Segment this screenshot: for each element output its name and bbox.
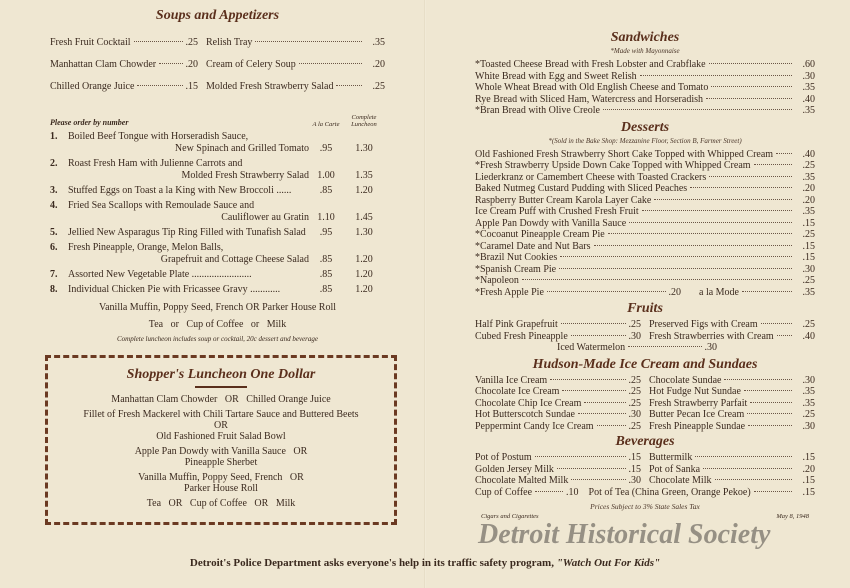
dot-leader bbox=[750, 402, 792, 403]
menu-item bbox=[206, 37, 385, 49]
luncheon-section bbox=[50, 114, 385, 344]
item-price: .10 bbox=[566, 486, 579, 498]
item-description: Assorted New Vegetable Plate ........................ bbox=[68, 269, 252, 280]
item-line bbox=[50, 227, 385, 239]
menu-item bbox=[475, 218, 815, 230]
item-name: Pot of Sanka bbox=[649, 463, 701, 475]
item-description: Individual Chicken Pie with Fricassee Gravy ............ bbox=[68, 284, 281, 295]
item-name: *Spanish Cream Pie bbox=[475, 263, 557, 275]
a-la-carte-header: A la Carte bbox=[312, 121, 340, 128]
item-name: Chocolate Sundae bbox=[649, 374, 722, 386]
dot-leader bbox=[695, 456, 792, 457]
dot-leader bbox=[628, 346, 701, 347]
item-name: Fresh Strawberry Parfait bbox=[649, 397, 748, 409]
item-price: .30 bbox=[802, 70, 815, 82]
item-number: 4. bbox=[50, 200, 58, 211]
item-name: Liederkranz or Camembert Cheese with Toasted Crackers bbox=[475, 171, 707, 183]
menu-item bbox=[475, 464, 641, 476]
dot-leader bbox=[690, 187, 792, 188]
menu-item bbox=[475, 487, 815, 499]
item-price: .25 bbox=[185, 37, 198, 49]
item-line bbox=[50, 158, 385, 170]
item-name: Hot Fudge Nut Sundae bbox=[649, 386, 741, 397]
item-name: Cubed Fresh Pineapple bbox=[475, 330, 568, 342]
item-name: Fresh Fruit Cocktail bbox=[50, 37, 131, 49]
shopper-line: Old Fashioned Fruit Salad Bowl bbox=[156, 431, 286, 442]
item-line bbox=[50, 242, 385, 254]
luncheon-item bbox=[50, 131, 385, 155]
dot-leader bbox=[159, 63, 182, 64]
dot-leader bbox=[754, 164, 792, 165]
shopper-line: Tea OR Cup of Coffee OR Milk bbox=[146, 498, 296, 509]
a-la-carte-price: 1.00 bbox=[317, 170, 335, 181]
menu-item bbox=[649, 319, 815, 331]
luncheon-item bbox=[50, 242, 385, 266]
menu-item bbox=[475, 452, 641, 464]
dot-leader bbox=[742, 291, 792, 292]
item-price: .15 bbox=[628, 463, 641, 475]
desserts-title: Desserts bbox=[620, 119, 670, 135]
luncheon-item bbox=[50, 227, 385, 239]
item-price: .25 bbox=[628, 374, 641, 386]
item-name: Half Pink Grapefruit bbox=[475, 319, 558, 330]
item-price: .40 bbox=[802, 93, 815, 105]
item-price: .25 bbox=[372, 81, 385, 93]
item-price: .25 bbox=[802, 229, 815, 240]
item-price: .15 bbox=[802, 240, 815, 252]
item-line bbox=[50, 131, 385, 143]
item-name: *Cocoanut Pineapple Cream Pie bbox=[475, 229, 605, 240]
item-line bbox=[50, 200, 385, 212]
item-price: .15 bbox=[628, 452, 641, 463]
item-name: Chocolate Ice Cream bbox=[475, 386, 560, 397]
item-price: .35 bbox=[802, 397, 815, 409]
item-price: .15 bbox=[802, 475, 815, 486]
menu-item bbox=[475, 229, 815, 241]
item-name: Ice Cream Puff with Crushed Fresh Fruit bbox=[475, 206, 639, 217]
luncheon-note: Complete luncheon includes soup or cocktail, 20c dessert and beverage bbox=[116, 335, 318, 343]
item-price: .25 bbox=[628, 420, 641, 432]
item-price: .30 bbox=[802, 263, 815, 275]
menu-item bbox=[475, 160, 815, 172]
item-description: Grapefruit and Cottage Cheese Salad bbox=[160, 254, 309, 265]
a-la-carte-price: .85 bbox=[319, 269, 333, 280]
item-price: .30 bbox=[802, 420, 815, 432]
item-description: Roast Fresh Ham with Julienne Carrots and bbox=[68, 158, 243, 169]
item-price: .15 bbox=[185, 81, 198, 93]
complete-price: 1.30 bbox=[355, 227, 373, 238]
dot-leader bbox=[562, 390, 625, 391]
dot-leader bbox=[640, 75, 792, 76]
item-number: 3. bbox=[50, 185, 58, 196]
dot-leader bbox=[642, 210, 792, 211]
a-la-carte-price: .85 bbox=[319, 284, 333, 295]
menu-item bbox=[50, 59, 198, 71]
item-line bbox=[50, 284, 385, 296]
luncheon-item bbox=[50, 200, 385, 224]
dot-leader bbox=[776, 153, 792, 154]
item-description: Fresh Pineapple, Orange, Melon Balls, bbox=[68, 242, 224, 253]
item-name: Hot Butterscotch Sundae bbox=[475, 409, 575, 420]
menu-item bbox=[475, 105, 815, 117]
order-label: Please order by number bbox=[50, 118, 129, 127]
icecream-title: Hudson-Made Ice Cream and Sundaes bbox=[532, 356, 758, 372]
shoppers-luncheon-box bbox=[45, 355, 397, 525]
fruits-title: Fruits bbox=[627, 301, 663, 316]
menu-item bbox=[475, 172, 815, 184]
item-number: 6. bbox=[50, 242, 58, 253]
menu-item bbox=[649, 464, 815, 476]
safety-slogan: "Watch Out For Kids" bbox=[556, 557, 661, 569]
item-name: Molded Fresh Strawberry Salad bbox=[206, 81, 334, 93]
dot-leader bbox=[754, 491, 792, 492]
item-price: .35 bbox=[802, 286, 815, 298]
dot-leader bbox=[711, 86, 792, 87]
menu-row bbox=[475, 452, 815, 464]
menu-item bbox=[475, 421, 641, 433]
item-name: Pot of Tea (China Green, Orange Pekoe) bbox=[588, 486, 751, 498]
page-fold bbox=[424, 0, 426, 588]
right-page bbox=[475, 30, 815, 521]
item-price: .20 bbox=[372, 59, 385, 71]
item-name: Fresh Strawberries with Cream bbox=[649, 330, 774, 342]
shopper-line: Pineapple Sherbet bbox=[184, 457, 258, 468]
dot-leader bbox=[578, 413, 626, 414]
dot-leader bbox=[654, 199, 792, 200]
item-price: .20 bbox=[802, 463, 815, 475]
a-la-carte-price: .85 bbox=[319, 185, 333, 196]
shopper-line: Fillet of Fresh Mackerel with Chili Tartare Sauce and Buttered Beets bbox=[83, 409, 359, 420]
menu-item bbox=[475, 195, 815, 207]
item-name: *Brazil Nut Cookies bbox=[475, 252, 558, 263]
item-price: .20 bbox=[668, 286, 681, 298]
luncheon-item bbox=[50, 158, 385, 182]
item-name: Butter Pecan Ice Cream bbox=[649, 409, 745, 420]
item-price: .25 bbox=[802, 409, 815, 420]
shopper-line: Parker House Roll bbox=[184, 483, 258, 494]
menu-item bbox=[206, 59, 385, 71]
menu-item bbox=[649, 452, 815, 464]
dot-leader bbox=[550, 379, 625, 380]
item-price: .15 bbox=[802, 486, 815, 498]
menu-item bbox=[475, 206, 815, 218]
menu-row bbox=[475, 386, 815, 398]
shopper-line: Manhattan Clam Chowder OR Chilled Orange Juice bbox=[111, 394, 331, 405]
soups-title: Soups and Appetizers bbox=[155, 8, 280, 23]
item-price: .30 bbox=[628, 475, 641, 486]
item-price: .25 bbox=[802, 319, 815, 330]
menu-row bbox=[475, 375, 815, 387]
item-price: .30 bbox=[704, 342, 717, 353]
item-name: Pot of Postum bbox=[475, 452, 532, 463]
dot-leader bbox=[709, 176, 792, 177]
item-price: .25 bbox=[628, 397, 641, 409]
dot-leader bbox=[559, 268, 792, 269]
menu-item bbox=[649, 421, 815, 433]
dot-leader bbox=[724, 379, 792, 380]
item-price: .40 bbox=[802, 330, 815, 342]
drink-choice: Tea or Cup of Coffee or Milk bbox=[148, 319, 287, 330]
safety-text: Detroit's Police Department asks everyone's help in its traffic safety program, bbox=[189, 557, 554, 569]
complete-price: 1.45 bbox=[355, 212, 373, 223]
desserts-note: *(Sold in the Bake Shop: Mezzanine Floor, Section B, Farmer Street) bbox=[548, 136, 742, 145]
item-name: Relish Tray bbox=[206, 37, 253, 49]
menu-item bbox=[649, 475, 815, 487]
dot-leader bbox=[706, 98, 792, 99]
dot-leader bbox=[594, 245, 792, 246]
a-la-carte-price: .95 bbox=[319, 143, 333, 154]
item-name: Apple Pan Dowdy with Vanilla Sauce bbox=[475, 217, 627, 229]
dot-leader bbox=[299, 63, 362, 64]
item-name: Chilled Orange Juice bbox=[50, 81, 135, 93]
menu-item bbox=[649, 386, 815, 398]
menu-item bbox=[475, 375, 641, 387]
dot-leader bbox=[744, 390, 792, 391]
shopper-title: Shopper's Luncheon One Dollar bbox=[126, 367, 316, 382]
dot-leader bbox=[584, 402, 625, 403]
item-name: *Fresh Apple Pie bbox=[475, 286, 544, 298]
dot-leader bbox=[557, 468, 626, 469]
complete-price: 1.35 bbox=[355, 170, 373, 181]
menu-row bbox=[475, 398, 815, 410]
dot-leader bbox=[748, 425, 792, 426]
item-price: .40 bbox=[802, 148, 815, 160]
dot-leader bbox=[709, 63, 792, 64]
a-la-carte-price: .95 bbox=[319, 227, 333, 238]
item-name: Peppermint Candy Ice Cream bbox=[475, 420, 594, 432]
menu-row bbox=[50, 54, 385, 76]
dot-leader bbox=[715, 479, 793, 480]
item-price: .30 bbox=[628, 330, 641, 342]
bread-choice: Vanilla Muffin, Poppy Seed, French OR Parker House Roll bbox=[98, 302, 336, 313]
complete-price: 1.20 bbox=[355, 254, 373, 265]
menu-item bbox=[557, 342, 717, 354]
dot-leader bbox=[336, 85, 362, 86]
menu-item bbox=[475, 287, 815, 299]
dot-leader bbox=[560, 256, 792, 257]
menu-item bbox=[50, 37, 198, 49]
item-price: .15 bbox=[802, 452, 815, 463]
shopper-line: OR bbox=[214, 420, 228, 431]
item-description: Stuffed Eggs on Toast a la King with New Broccoli ...... bbox=[68, 185, 292, 196]
item-name: *Caramel Date and Nut Bars bbox=[475, 240, 591, 252]
dot-leader bbox=[597, 425, 626, 426]
item-name: *Bran Bread with Olive Creole bbox=[475, 105, 600, 116]
menu-row bbox=[50, 32, 385, 54]
item-name: Preserved Figs with Cream bbox=[649, 319, 758, 330]
shopper-line: Apple Pan Dowdy with Vanilla Sauce OR bbox=[134, 446, 308, 457]
luncheon-item bbox=[50, 185, 385, 197]
item-name: Baked Nutmeg Custard Pudding with Sliced Peaches bbox=[475, 183, 688, 194]
dot-leader bbox=[255, 41, 362, 42]
menu-row bbox=[475, 421, 815, 433]
item-number: 1. bbox=[50, 131, 58, 142]
menu-row bbox=[475, 464, 815, 476]
title-rule bbox=[195, 386, 247, 388]
item-description: Boiled Beef Tongue with Horseradish Sauce, bbox=[68, 131, 249, 142]
item-price: .25 bbox=[802, 275, 815, 286]
item-description: New Spinach and Grilled Tomato bbox=[174, 143, 309, 154]
item-price: .30 bbox=[628, 409, 641, 420]
item-name: *Toasted Cheese Bread with Fresh Lobster and Crabflake bbox=[475, 59, 706, 70]
item-price: .35 bbox=[802, 171, 815, 183]
dot-leader bbox=[629, 222, 792, 223]
menu-item bbox=[475, 475, 641, 487]
menu-item bbox=[475, 331, 641, 343]
menu-row bbox=[475, 319, 815, 331]
menu-date: May 8, 1948 bbox=[776, 513, 809, 520]
item-line bbox=[50, 269, 385, 281]
item-name: White Bread with Egg and Sweet Relish bbox=[475, 70, 637, 82]
dot-leader bbox=[603, 109, 792, 110]
menu-item bbox=[50, 81, 198, 93]
item-number: 5. bbox=[50, 227, 58, 238]
menu-item bbox=[475, 71, 815, 83]
item-name: Rye Bread with Sliced Ham, Watercress and Horseradish bbox=[475, 93, 703, 105]
a-la-carte-price: 1.10 bbox=[317, 212, 335, 223]
item-name: Buttermilk bbox=[649, 452, 693, 463]
dot-leader bbox=[777, 335, 792, 336]
dot-leader bbox=[547, 291, 666, 292]
menu-item bbox=[649, 331, 815, 343]
item-price: .35 bbox=[802, 206, 815, 217]
item-name: Whole Wheat Bread with Old English Cheese and Tomato bbox=[475, 82, 709, 93]
item-name: Cream of Celery Soup bbox=[206, 59, 296, 71]
item-price: .20 bbox=[185, 59, 198, 71]
complete-price: 1.20 bbox=[355, 269, 373, 280]
item-number: 2. bbox=[50, 158, 58, 169]
menu-item bbox=[475, 252, 815, 264]
dot-leader bbox=[608, 233, 792, 234]
item-price: .60 bbox=[802, 59, 815, 70]
luncheon-item bbox=[50, 269, 385, 281]
item-price: .35 bbox=[802, 105, 815, 116]
menu-item bbox=[475, 264, 815, 276]
item-description: Fried Sea Scallops with Remoulade Sauce and bbox=[68, 200, 255, 211]
tax-note: Prices Subject to 3% State Sales Tax bbox=[590, 502, 700, 511]
menu-item bbox=[649, 375, 815, 387]
menu-row bbox=[475, 475, 815, 487]
item-line bbox=[50, 185, 385, 197]
item-name: Manhattan Clam Chowder bbox=[50, 59, 157, 71]
sandwiches-note: *Made with Mayonnaise bbox=[610, 47, 680, 55]
menu-item bbox=[649, 398, 815, 410]
item-line bbox=[50, 212, 385, 224]
menu-item bbox=[475, 275, 815, 287]
item-name: a la Mode bbox=[699, 286, 739, 298]
dot-leader bbox=[571, 479, 625, 480]
item-description: Molded Fresh Strawberry Salad bbox=[181, 170, 309, 181]
dot-leader bbox=[522, 279, 792, 280]
menu-row bbox=[475, 409, 815, 421]
cigars-note: Cigars and Cigarettes bbox=[481, 513, 539, 520]
item-name: *Napoleon bbox=[475, 275, 519, 286]
item-number: 8. bbox=[50, 284, 58, 295]
item-price: .25 bbox=[802, 160, 815, 171]
item-line bbox=[50, 170, 385, 182]
item-line bbox=[50, 143, 385, 155]
menu-item bbox=[475, 94, 815, 106]
item-name: Iced Watermelon bbox=[557, 342, 626, 353]
complete-price: 1.20 bbox=[355, 284, 373, 295]
item-price: .35 bbox=[372, 37, 385, 49]
item-price: .15 bbox=[802, 217, 815, 229]
a-la-carte-price: .85 bbox=[319, 254, 333, 265]
luncheon-item bbox=[50, 284, 385, 296]
menu-item bbox=[475, 319, 641, 331]
menu-item bbox=[475, 398, 641, 410]
beverages-title: Beverages bbox=[615, 434, 675, 449]
item-price: .25 bbox=[628, 319, 641, 330]
complete-price: 1.20 bbox=[355, 185, 373, 196]
item-price: .20 bbox=[802, 194, 815, 206]
dot-leader bbox=[137, 85, 182, 86]
item-description: Cauliflower au Gratin bbox=[221, 212, 309, 223]
menu-item bbox=[475, 149, 815, 161]
dot-leader bbox=[561, 323, 626, 324]
watermark-logo: Detroit Historical Society bbox=[478, 519, 771, 550]
menu-item bbox=[475, 409, 641, 421]
dot-leader bbox=[535, 456, 626, 457]
menu-item bbox=[475, 386, 641, 398]
item-line bbox=[50, 254, 385, 266]
dot-leader bbox=[535, 491, 563, 492]
soups-section bbox=[50, 8, 385, 98]
complete-luncheon-header: Complete Luncheon bbox=[351, 114, 377, 128]
item-description: Jellied New Asparagus Tip Ring Filled with Tunafish Salad bbox=[68, 227, 306, 238]
item-price: .35 bbox=[802, 82, 815, 93]
menu-item bbox=[475, 59, 815, 71]
menu-item bbox=[649, 409, 815, 421]
item-name: Vanilla Ice Cream bbox=[475, 374, 548, 386]
item-name: Fresh Pineapple Sundae bbox=[649, 420, 746, 432]
dot-leader bbox=[761, 323, 792, 324]
item-name: Raspberry Butter Cream Karola Layer Cake bbox=[475, 194, 652, 206]
dot-leader bbox=[134, 41, 183, 42]
complete-price: 1.30 bbox=[355, 143, 373, 154]
shopper-line: Vanilla Muffin, Poppy Seed, French OR bbox=[138, 472, 304, 483]
dot-leader bbox=[571, 335, 626, 336]
item-price: .30 bbox=[802, 374, 815, 386]
menu-item bbox=[475, 82, 815, 94]
item-name: Old Fashioned Fresh Strawberry Short Cake Topped with Whipped Cream bbox=[475, 148, 774, 160]
dot-leader bbox=[747, 413, 792, 414]
menu-row bbox=[475, 331, 815, 343]
menu-row bbox=[50, 76, 385, 98]
item-name: Chocolate Malted Milk bbox=[475, 475, 569, 486]
item-number: 7. bbox=[50, 269, 58, 280]
item-name: *Fresh Strawberry Upside Down Cake Topped with Whipped Cream bbox=[475, 160, 751, 171]
menu-item bbox=[475, 241, 815, 253]
item-name: Chocolate Chip Ice Cream bbox=[475, 397, 582, 409]
item-name: Chocolate Milk bbox=[649, 475, 712, 486]
dot-leader bbox=[703, 468, 792, 469]
item-name: Golden Jersey Milk bbox=[475, 463, 554, 475]
safety-footer bbox=[0, 557, 850, 570]
item-price: .25 bbox=[628, 386, 641, 397]
sandwiches-title: Sandwiches bbox=[610, 30, 680, 45]
item-price: .20 bbox=[802, 183, 815, 194]
item-name: Cup of Coffee bbox=[475, 486, 533, 498]
menu-item bbox=[475, 183, 815, 195]
menu-item bbox=[206, 81, 385, 93]
item-price: .35 bbox=[802, 386, 815, 397]
item-price: .15 bbox=[802, 252, 815, 263]
